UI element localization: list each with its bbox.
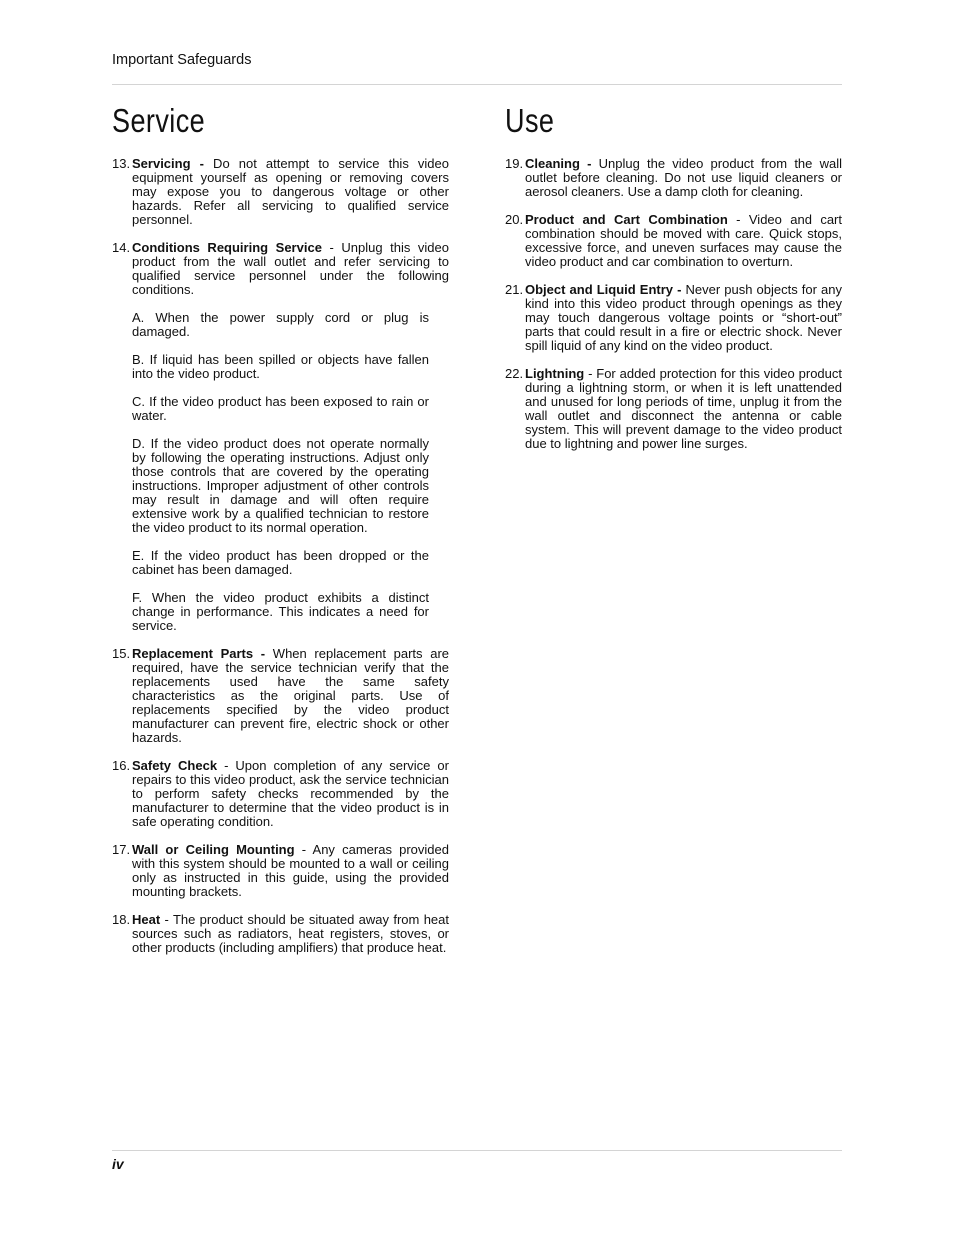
list-item-22 [505, 367, 842, 451]
item-text: - The product should be situated away from heat sources such as radiators, heat registers, stoves, or other products (including amplifiers) that produce heat. [132, 912, 449, 955]
item-number: 21. [505, 282, 524, 297]
condition-f: F. When the video product exhibits a distinct change in performance. This indicates a need for service. [132, 590, 429, 633]
item-number: 19. [505, 156, 524, 171]
condition-b: B. If liquid has been spilled or objects have fallen into the video product. [132, 352, 429, 381]
item-text: - Video and cart combination should be moved with care. Quick stops, excessive force, and uneven surfaces may cause the video product and car combination to overturn. [525, 212, 843, 269]
item-number: 13. [112, 156, 131, 171]
list-item-19 [505, 157, 842, 199]
use-heading: Use [505, 102, 555, 139]
item-text: - Upon completion of any service or repairs to this video product, ask the service technician to perform safety checks recommended by the manufacturer to determine that the video product is in safe operating condition. [132, 758, 449, 829]
list-item-18 [112, 913, 449, 955]
item-title: Safety Check [132, 758, 218, 773]
item-text: Never push objects for any kind into this video product through openings as they may touch dangerous voltage points or “short-out” parts that could result in a fire or electric shock. Never spill liquid of any kind on the video product. [525, 282, 842, 353]
item-title: Wall or Ceiling Mounting [132, 842, 295, 857]
list-item-13 [112, 157, 449, 227]
footer-divider [112, 1150, 842, 1151]
item-title: Lightning [525, 366, 585, 381]
item-text: - For added protection for this video product during a lightning storm, or when it is left unattended and unused for long periods of time, unplug it from the wall outlet and disconnect the antenna or cable system. This will prevent damage to the video product due to lightning and power line surges. [525, 366, 842, 451]
condition-a: A. When the power supply cord or plug is damaged. [132, 310, 429, 339]
page-header: Important Safeguards [112, 52, 252, 68]
item-number: 20. [505, 212, 524, 227]
item-number: 18. [112, 912, 131, 927]
list-item-14 [112, 241, 449, 297]
list-item-15 [112, 647, 449, 745]
item-number: 14. [112, 240, 131, 255]
header-divider [112, 84, 842, 85]
item-text: Do not attempt to service this video equipment yourself as opening or removing covers may expose you to dangerous voltage or other hazards. Refer all servicing to qualified service personnel. [132, 156, 449, 227]
service-column [112, 157, 449, 969]
service-heading: Service [112, 102, 206, 139]
condition-e: E. If the video product has been dropped or the cabinet has been damaged. [132, 548, 429, 577]
item-title: Product and Cart Combination [525, 212, 728, 227]
list-item-21 [505, 283, 842, 353]
item-title: Object and Liquid Entry - [525, 282, 682, 297]
item-text: When replacement parts are required, have the service technician verify that the replacements used have the same safety characteristics as the original parts. Use of replacements specified by the video product manufacturer can prevent fire, electric shock or other hazards. [132, 646, 449, 745]
page-number: iv [112, 1156, 124, 1172]
item-title: Servicing - [132, 156, 204, 171]
item-number: 17. [112, 842, 131, 857]
item-title: Replacement Parts - [132, 646, 266, 661]
item-number: 15. [112, 646, 131, 661]
item-text: - Any cameras provided with this system should be mounted to a wall or ceiling only as instructed in this guide, using the provided mounting brackets. [132, 842, 449, 899]
item-number: 22. [505, 366, 524, 381]
list-item-16 [112, 759, 449, 829]
item-title: Cleaning - [525, 156, 592, 171]
item-text: Unplug the video product from the wall outlet before cleaning. Do not use liquid cleaners or aerosol cleaners. Use a damp cloth for cleaning. [525, 156, 842, 199]
use-column [505, 157, 842, 465]
item-number: 16. [112, 758, 131, 773]
item-text: - Unplug this video product from the wall outlet and refer servicing to qualified service personnel under the following conditions. [132, 240, 449, 297]
item-title: Conditions Requiring Service [132, 240, 322, 255]
condition-c: C. If the video product has been exposed to rain or water. [132, 394, 429, 423]
item-title: Heat [132, 912, 161, 927]
list-item-20 [505, 213, 842, 269]
list-item-17 [112, 843, 449, 899]
condition-d: D. If the video product does not operate normally by following the operating instructions. Adjust only those controls that are covered by the operating instructions. Improper adjustment of other controls may result in damage and will often require extensive work by a qualified technician to restore the video product to its normal operation. [132, 436, 429, 535]
